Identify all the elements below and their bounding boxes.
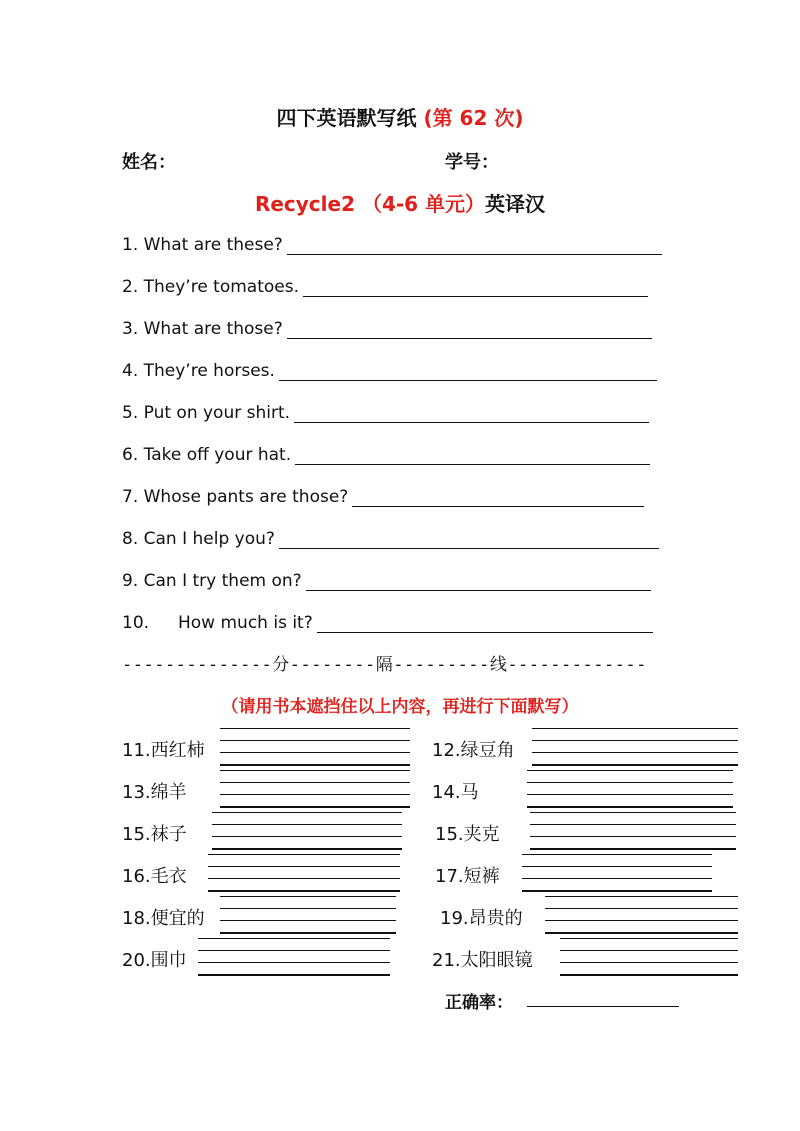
section-title-red: Recycle2 （4-6 单元） <box>254 192 486 216</box>
score-input-line[interactable] <box>527 1006 679 1007</box>
answer-line[interactable] <box>287 236 662 255</box>
divider-char: 隔 <box>375 655 394 675</box>
page-title <box>0 102 800 131</box>
question-row <box>122 315 652 339</box>
question-text: 4. They’re horses. <box>122 361 275 381</box>
answer-line[interactable] <box>317 614 653 633</box>
question-text: 5. Put on your shirt. <box>122 403 291 423</box>
question-text: 3. What are those? <box>122 319 283 339</box>
question-row <box>122 273 648 297</box>
question-row <box>122 525 659 549</box>
word-label: 15.袜子 <box>122 824 187 845</box>
question-text: 6. Take off your hat. <box>122 445 292 465</box>
divider-dashes: -------- <box>289 655 376 675</box>
answer-line[interactable] <box>306 572 651 591</box>
word-label: 12.绿豆角 <box>432 740 515 761</box>
answer-line[interactable] <box>352 488 644 507</box>
title-text: 四下英语默写纸 <box>276 106 417 130</box>
answer-line[interactable] <box>279 530 659 549</box>
word-label: 13.绵羊 <box>122 782 187 803</box>
word-label: 21.太阳眼镜 <box>432 950 533 971</box>
question-text: 8. Can I help you? <box>122 529 275 549</box>
divider-char: 线 <box>489 655 508 675</box>
title-tag: (第 62 次) <box>423 106 524 130</box>
answer-line[interactable] <box>295 446 650 465</box>
word-label: 20.围巾 <box>122 950 187 971</box>
divider-line <box>122 650 647 675</box>
word-label: 15.夹克 <box>435 824 500 845</box>
divider-dashes: -------------- <box>122 655 273 675</box>
section-title-black: 英译汉 <box>485 192 546 216</box>
question-row <box>122 483 644 507</box>
question-number: 10. <box>122 613 150 633</box>
question-row <box>122 609 653 633</box>
question-row <box>122 441 650 465</box>
question-row <box>122 399 649 423</box>
name-label: 姓名： <box>122 152 176 173</box>
score-label: 正确率： <box>445 993 513 1013</box>
word-label: 17.短裤 <box>435 866 500 887</box>
question-row <box>122 357 657 381</box>
word-label: 19.昂贵的 <box>440 908 523 929</box>
question-text: 2. They’re tomatoes. <box>122 277 300 297</box>
question-text: 9. Can I try them on? <box>122 571 302 591</box>
question-row <box>122 231 662 255</box>
question-row <box>122 567 651 591</box>
question-text: How much is it? <box>178 613 313 633</box>
question-text: 7. Whose pants are those? <box>122 487 349 507</box>
divider-dashes: --------- <box>393 655 490 675</box>
student-id-label: 学号： <box>445 152 499 173</box>
instruction-text: （请用书本遮挡住以上内容，再进行下面默写） <box>221 697 579 717</box>
word-label: 18.便宜的 <box>122 908 205 929</box>
question-text: 1. What are these? <box>122 235 283 255</box>
section-title <box>0 188 800 217</box>
divider-char: 分 <box>272 655 290 675</box>
answer-line[interactable] <box>279 362 657 381</box>
word-label: 14.马 <box>432 782 479 803</box>
answer-line[interactable] <box>303 278 648 297</box>
word-label: 11.西红柿 <box>122 740 205 761</box>
answer-line[interactable] <box>294 404 649 423</box>
word-label: 16.毛衣 <box>122 866 187 887</box>
divider-dashes: ------------- <box>507 655 647 675</box>
answer-line[interactable] <box>287 320 652 339</box>
